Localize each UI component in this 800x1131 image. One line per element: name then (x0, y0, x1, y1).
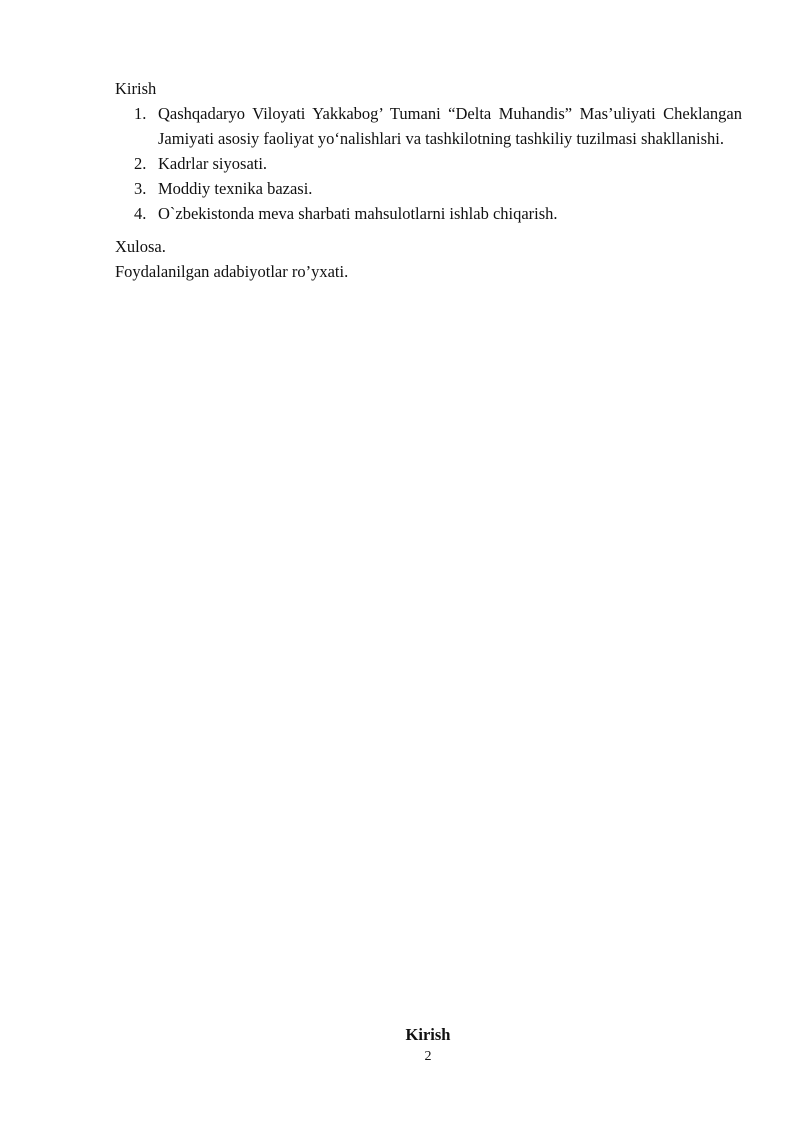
toc-item-text: O`zbekistonda meva sharbati mahsulotlarni ishlab chiqarish. (158, 204, 558, 223)
toc-references: Foydalanilgan adabiyotlar ro’yxati. (115, 262, 349, 281)
toc-closing-section (115, 234, 742, 284)
toc-item-number: 2. (134, 154, 147, 173)
toc-item-number: 3. (134, 179, 147, 198)
page-number: 2 (424, 1049, 432, 1064)
toc-item (115, 101, 742, 151)
toc-item (115, 151, 742, 176)
toc-item (115, 176, 742, 201)
toc-item-number: 4. (134, 204, 147, 223)
toc-list (115, 101, 742, 226)
toc-heading: Kirish (115, 79, 157, 98)
table-of-contents (115, 76, 742, 284)
toc-item-text: Kadrlar siyosati. (158, 154, 268, 173)
toc-item (115, 201, 742, 226)
toc-item-text: Moddiy texnika bazasi. (158, 179, 313, 198)
toc-item-number: 1. (134, 104, 147, 123)
section-heading: Kirish (405, 1025, 451, 1044)
toc-item-text: Qashqadaryo Viloyati Yakkabog’ Tumani “Delta Muhandis” Mas’uliyati Cheklangan Jamiyati asosiy faoliyat yo‘nalishlari va tashkilotning tashkiliy tuzilmasi shakllanishi. (158, 104, 742, 148)
toc-conclusion: Xulosa. (115, 237, 166, 256)
